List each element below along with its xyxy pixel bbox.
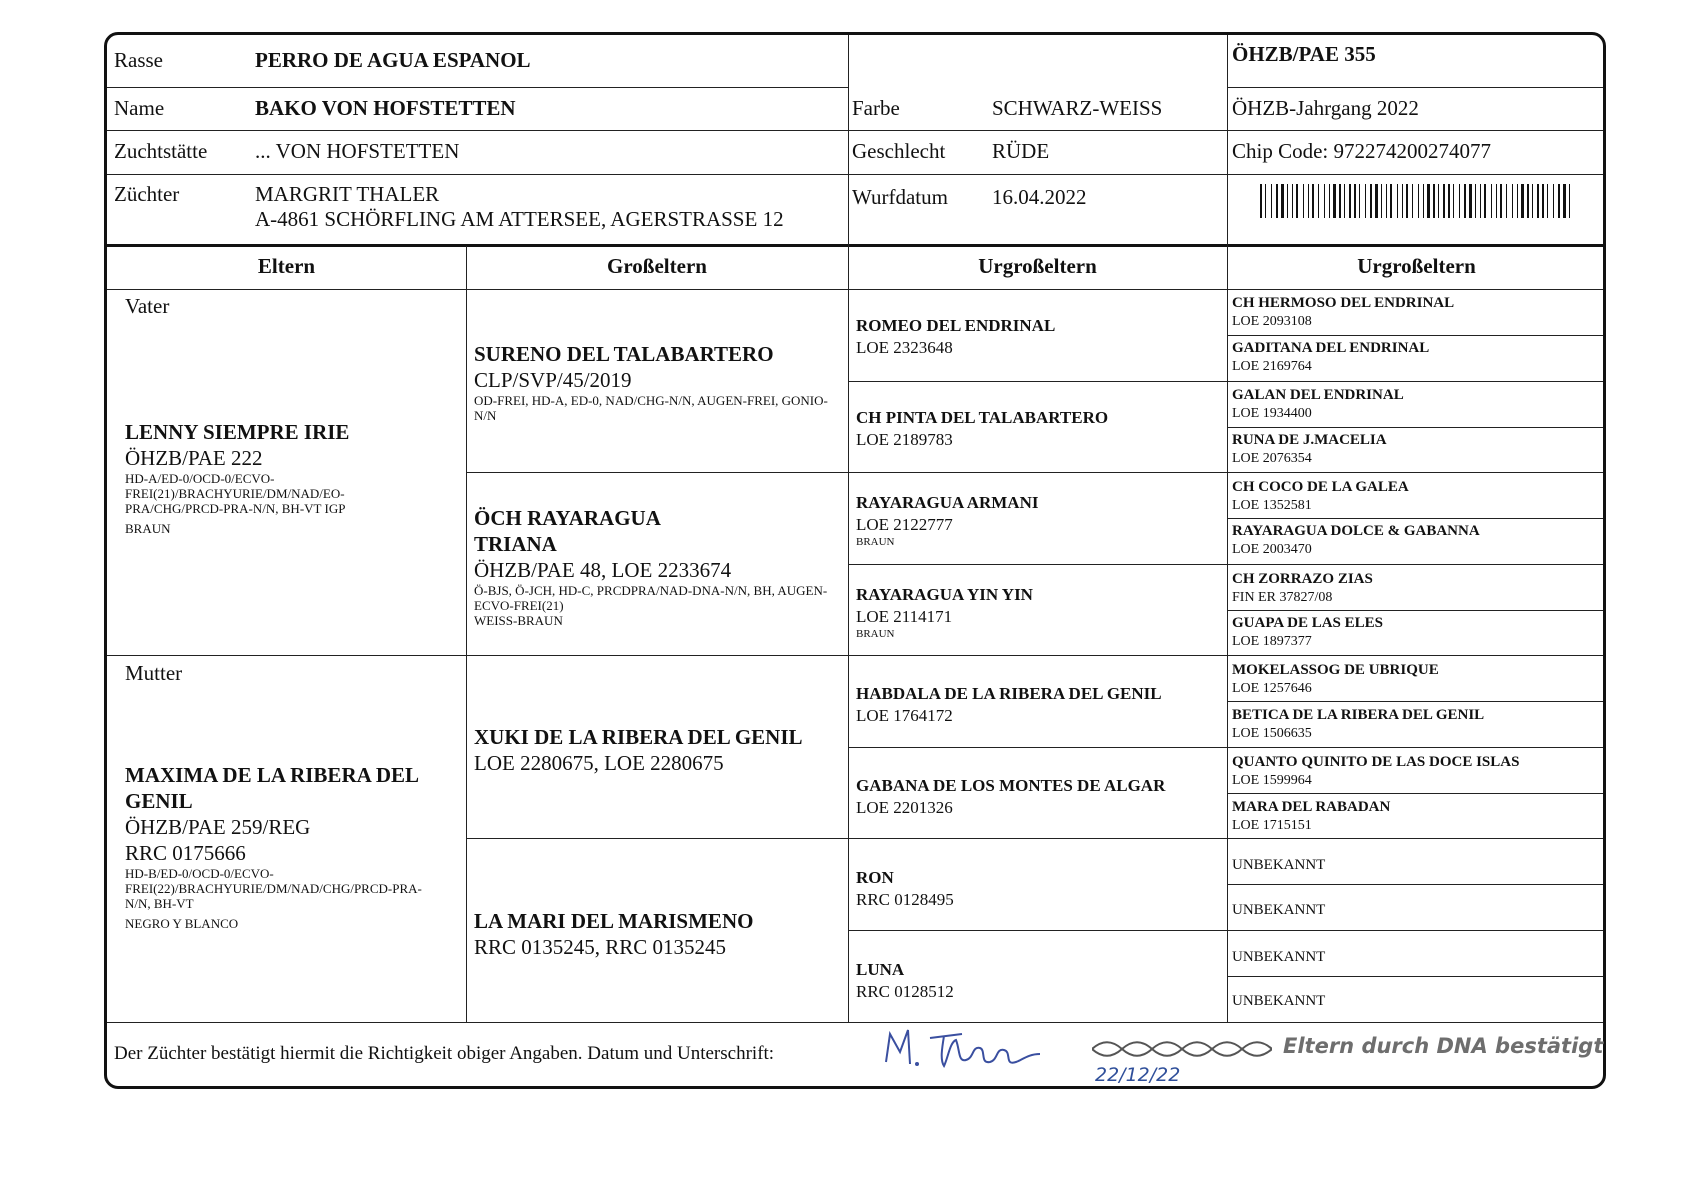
- gggp-registration: LOE 1257646: [1232, 681, 1312, 696]
- father-color: BRAUN: [125, 521, 171, 536]
- name-value: BAKO VON HOFSTETTEN: [255, 96, 516, 120]
- zuechter-address: A-4861 SCHÖRFLING AM ATTERSEE, AGERSTRASSE 12: [255, 207, 784, 231]
- grandparent-health: Ö-BJS, Ö-JCH, HD-C, PRCDPRA/NAD-DNA-N/N, BH, AUGEN-ECVO-FREI(21): [474, 583, 828, 613]
- mother-registration-1: ÖHZB/PAE 259/REG: [125, 815, 311, 839]
- gggp-name: QUANTO QUINITO DE LAS DOCE ISLAS: [1232, 754, 1520, 770]
- header-divider: [1227, 35, 1228, 246]
- chip-code: Chip Code: 972274200274077: [1232, 139, 1492, 163]
- geschlecht-label: Geschlecht: [852, 139, 946, 163]
- gp-divider: [466, 472, 1606, 473]
- gggp-unknown: UNBEKANNT: [1232, 902, 1326, 918]
- gggp-name: CH ZORRAZO ZIAS: [1232, 571, 1373, 587]
- grandparent-name: ÖCH RAYARAGUA TRIANA: [474, 506, 660, 556]
- gggp-unknown: UNBEKANNT: [1232, 949, 1326, 965]
- col-divider: [1227, 246, 1228, 1022]
- gggp-registration: LOE 1897377: [1232, 634, 1312, 649]
- name-label: Name: [114, 96, 165, 120]
- gggp-name: MARA DEL RABADAN: [1232, 799, 1391, 815]
- grandparent-name: SURENO DEL TALABARTERO: [474, 342, 774, 366]
- header-divider: [848, 35, 849, 246]
- ggp-name: RAYARAGUA ARMANI: [856, 493, 1039, 512]
- gggp-unknown: UNBEKANNT: [1232, 857, 1326, 873]
- grandparent-registration: LOE 2280675, LOE 2280675: [474, 751, 724, 775]
- zuchtstaette-value: ... VON HOFSTETTEN: [255, 139, 460, 163]
- wurfdatum-label: Wurfdatum: [852, 185, 948, 209]
- header-rule: [107, 174, 1606, 175]
- gggp-name: MOKELASSOG DE UBRIQUE: [1232, 662, 1439, 678]
- mother-name: MAXIMA DE LA RIBERA DEL GENIL: [125, 763, 418, 813]
- col-header-eltern: Eltern: [257, 254, 316, 278]
- grandparent-name: LA MARI DEL MARISMENO: [474, 909, 754, 933]
- parent-divider: [107, 655, 1606, 656]
- dna-confirmed-label: Eltern durch DNA bestätigt: [1283, 1034, 1604, 1058]
- grandparent-registration: CLP/SVP/45/2019: [474, 368, 632, 392]
- gggp-registration: LOE 1715151: [1232, 818, 1312, 833]
- ggp-registration: LOE 2122777: [856, 515, 953, 534]
- header-rule: [107, 87, 848, 88]
- ggp-color: BRAUN: [856, 628, 895, 640]
- ggp-registration: LOE 2201326: [856, 798, 953, 817]
- gggp-name: GUAPA DE LAS ELES: [1232, 615, 1384, 631]
- ggp-registration: LOE 2323648: [856, 338, 953, 357]
- gggp-divider: [1227, 884, 1606, 885]
- handwritten-date: 22/12/22: [1095, 1064, 1181, 1086]
- gggp-registration: LOE 2169764: [1232, 359, 1312, 374]
- farbe-label: Farbe: [852, 96, 900, 120]
- col-header-ururgrosseltern: Urgroßeltern: [1357, 254, 1476, 278]
- mother-registration-2: RRC 0175666: [125, 841, 246, 865]
- gggp-registration: LOE 1506635: [1232, 726, 1312, 741]
- jahrgang: ÖHZB-Jahrgang 2022: [1232, 96, 1419, 120]
- ggp-color: BRAUN: [856, 536, 895, 548]
- grandparent-name: XUKI DE LA RIBERA DEL GENIL: [474, 725, 803, 749]
- gggp-name: GADITANA DEL ENDRINAL: [1232, 340, 1430, 356]
- grandparent-color: WEISS-BRAUN: [474, 613, 563, 628]
- rasse-value: PERRO DE AGUA ESPANOL: [255, 48, 531, 72]
- geschlecht-value: RÜDE: [992, 139, 1050, 163]
- ggp-name: LUNA: [856, 960, 905, 979]
- ggp-divider: [848, 564, 1606, 565]
- gggp-name: RUNA DE J.MACELIA: [1232, 432, 1387, 448]
- gggp-registration: LOE 1352581: [1232, 498, 1312, 513]
- ggp-divider: [848, 381, 1606, 382]
- mother-health: HD-B/ED-0/OCD-0/ECVO-FREI(22)/BRACHYURIE/DM/NAD/CHG/PRCD-PRA-N/N, BH-VT: [125, 866, 422, 911]
- mother-role: Mutter: [125, 661, 183, 685]
- mother-color: NEGRO Y BLANCO: [125, 916, 239, 931]
- zuechter-name: MARGRIT THALER: [255, 182, 440, 206]
- col-header-urgrosseltern: Urgroßeltern: [978, 254, 1097, 278]
- ggp-divider: [848, 930, 1606, 931]
- col-divider: [848, 246, 849, 1022]
- gggp-divider: [1227, 610, 1606, 611]
- ggp-registration: RRC 0128495: [856, 890, 954, 909]
- header-rule: [107, 130, 1606, 131]
- col-header-grosseltern: Großeltern: [607, 254, 707, 278]
- ggp-registration: LOE 2189783: [856, 430, 953, 449]
- column-header-rule: [107, 289, 1606, 290]
- registration-number: ÖHZB/PAE 355: [1232, 42, 1376, 66]
- ggp-name: GABANA DE LOS MONTES DE ALGAR: [856, 776, 1166, 795]
- header-rule: [1227, 87, 1606, 88]
- gggp-registration: LOE 2076354: [1232, 451, 1312, 466]
- gggp-divider: [1227, 427, 1606, 428]
- gggp-registration: LOE 1599964: [1232, 773, 1312, 788]
- gggp-divider: [1227, 701, 1606, 702]
- father-role: Vater: [125, 294, 170, 318]
- ggp-registration: RRC 0128512: [856, 982, 954, 1001]
- gggp-registration: LOE 2093108: [1232, 314, 1312, 329]
- gggp-registration: LOE 1934400: [1232, 406, 1312, 421]
- rasse-label: Rasse: [114, 48, 163, 72]
- ggp-registration: LOE 1764172: [856, 706, 953, 725]
- ggp-registration: LOE 2114171: [856, 607, 953, 626]
- ggp-divider: [848, 747, 1606, 748]
- farbe-value: SCHWARZ-WEISS: [992, 96, 1163, 120]
- footer-rule: [107, 1022, 1606, 1023]
- wurfdatum-value: 16.04.2022: [992, 185, 1087, 209]
- gggp-divider: [1227, 518, 1606, 519]
- father-health: HD-A/ED-0/OCD-0/ECVO-FREI(21)/BRACHYURIE/DM/NAD/EO-PRA/CHG/PRCD-PRA-N/N, BH-VT IGP: [125, 471, 346, 516]
- father-registration: ÖHZB/PAE 222: [125, 446, 263, 470]
- col-divider: [466, 246, 467, 1022]
- header-bottom-rule: [107, 244, 1606, 247]
- gggp-name: CH HERMOSO DEL ENDRINAL: [1232, 295, 1455, 311]
- gggp-unknown: UNBEKANNT: [1232, 993, 1326, 1009]
- ggp-name: RON: [856, 868, 894, 887]
- breeder-signature: [880, 1024, 1060, 1074]
- ggp-name: HABDALA DE LA RIBERA DEL GENIL: [856, 684, 1162, 703]
- breeder-statement: Der Züchter bestätigt hiermit die Richtigkeit obiger Angaben. Datum und Unterschrift:: [114, 1043, 775, 1064]
- grandparent-health: OD-FREI, HD-A, ED-0, NAD/CHG-N/N, AUGEN-FREI, GONIO-N/N: [474, 393, 828, 423]
- ggp-name: ROMEO DEL ENDRINAL: [856, 316, 1056, 335]
- dna-helix-icon: [1092, 1040, 1272, 1058]
- gggp-name: RAYARAGUA DOLCE & GABANNA: [1232, 523, 1480, 539]
- gggp-name: CH COCO DE LA GALEA: [1232, 479, 1409, 495]
- father-name: LENNY SIEMPRE IRIE: [125, 420, 350, 444]
- gggp-divider: [1227, 793, 1606, 794]
- gggp-divider: [1227, 335, 1606, 336]
- gggp-name: BETICA DE LA RIBERA DEL GENIL: [1232, 707, 1485, 723]
- gggp-divider: [1227, 976, 1606, 977]
- gggp-registration: FIN ER 37827/08: [1232, 590, 1333, 605]
- grandparent-registration: RRC 0135245, RRC 0135245: [474, 935, 727, 959]
- ggp-name: CH PINTA DEL TALABARTERO: [856, 408, 1109, 427]
- gp-divider: [466, 838, 1606, 839]
- ggp-name: RAYARAGUA YIN YIN: [856, 585, 1033, 604]
- zuechter-label: Züchter: [114, 182, 180, 206]
- barcode: [1260, 184, 1570, 218]
- gggp-registration: LOE 2003470: [1232, 542, 1312, 557]
- gggp-name: GALAN DEL ENDRINAL: [1232, 387, 1404, 403]
- grandparent-registration: ÖHZB/PAE 48, LOE 2233674: [474, 558, 732, 582]
- zuchtstaette-label: Zuchtstätte: [114, 139, 208, 163]
